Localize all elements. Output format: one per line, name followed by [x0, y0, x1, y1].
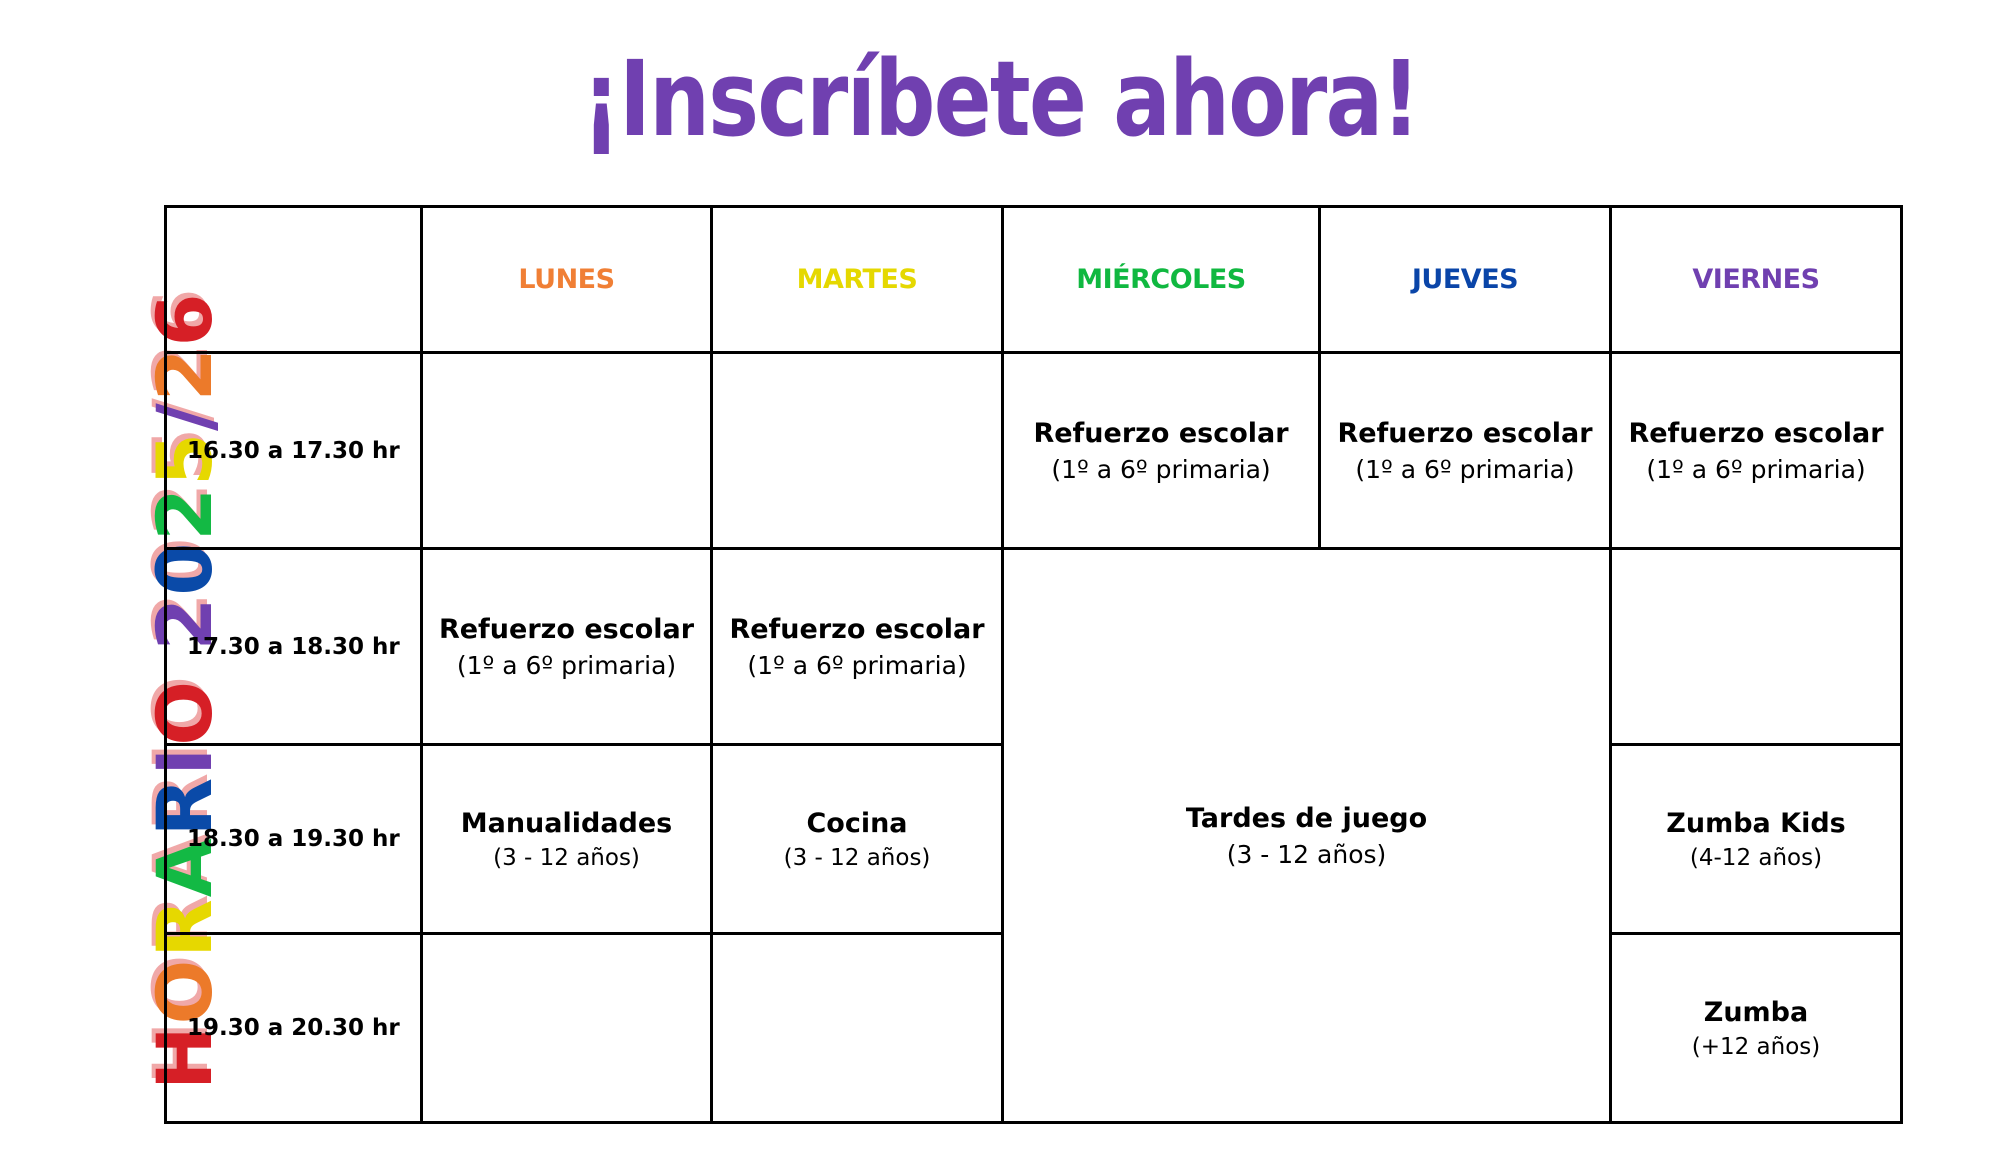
- activity-age: (1º a 6º primaria): [1355, 454, 1575, 484]
- activity-cell: [1003, 353, 1320, 549]
- activity-cell: [422, 745, 712, 934]
- schedule-table: [164, 205, 1903, 1124]
- activity-name: Refuerzo escolar: [1033, 417, 1289, 449]
- activity-name: Zumba Kids: [1666, 807, 1846, 839]
- activity-cell: [422, 549, 712, 745]
- side-label-letter: 2: [140, 485, 229, 541]
- day-header-martes: MARTES: [712, 207, 1003, 353]
- activity-name: Refuerzo escolar: [1337, 417, 1593, 449]
- activity-name: Manualidades: [460, 807, 673, 839]
- activity-cell: [1611, 934, 1902, 1123]
- side-label-letter: R: [140, 897, 229, 958]
- side-label-letter: I: [140, 745, 229, 776]
- side-label-letter: 0: [140, 540, 229, 596]
- activity-cell: [1611, 353, 1902, 549]
- side-label-letter: A: [140, 836, 229, 898]
- side-label-letter: 2: [140, 346, 229, 402]
- activity-name: Zumba: [1703, 996, 1809, 1028]
- activity-age: (1º a 6º primaria): [1646, 454, 1866, 484]
- activity-age: (4-12 años): [1689, 844, 1823, 871]
- activity-age: (1º a 6º primaria): [1051, 454, 1271, 484]
- header-row: [166, 207, 1902, 353]
- activity-age: (1º a 6º primaria): [747, 650, 967, 680]
- page-title: ¡Inscríbete ahora!: [581, 38, 1419, 160]
- activity-name: Tardes de juego: [1185, 802, 1428, 834]
- empty-cell: [422, 353, 712, 549]
- day-header-miercoles: MIÉRCOLES: [1003, 207, 1320, 353]
- time-slot: 19.30 a 20.30 hr: [166, 934, 422, 1123]
- activity-cell: [1320, 353, 1611, 549]
- activity-name: Refuerzo escolar: [729, 613, 985, 645]
- activity-age: (1º a 6º primaria): [456, 650, 677, 680]
- time-slot: 18.30 a 19.30 hr: [166, 745, 422, 934]
- day-header-jueves: JUEVES: [1320, 207, 1611, 353]
- side-label-letter: 2: [140, 595, 229, 651]
- day-header-lunes: LUNES: [422, 207, 712, 353]
- side-label-letter: R: [140, 775, 229, 837]
- activity-age: (3 - 12 años): [493, 844, 640, 871]
- activity-name: Refuerzo escolar: [438, 613, 695, 645]
- side-label-letter: /: [140, 401, 229, 431]
- activity-name: Cocina: [806, 807, 908, 839]
- side-label-letter: O: [140, 957, 229, 1025]
- activity-cell: [712, 549, 1003, 745]
- empty-cell: [1611, 549, 1902, 745]
- activity-name: Refuerzo escolar: [1628, 417, 1884, 449]
- table-row: [166, 353, 1902, 549]
- side-label-letter: O: [140, 679, 229, 746]
- side-label-letter: H: [140, 1024, 229, 1090]
- empty-cell: [712, 353, 1003, 549]
- time-slot: 17.30 a 18.30 hr: [166, 549, 422, 745]
- empty-cell: [712, 934, 1003, 1123]
- activity-age: (+12 años): [1691, 1033, 1821, 1060]
- empty-corner-cell: [166, 207, 422, 353]
- activity-age: (3 - 12 años): [783, 844, 931, 871]
- activity-cell-tardes-de-juego: [1003, 549, 1611, 1123]
- side-label-letter: 6: [140, 291, 229, 347]
- empty-cell: [422, 934, 712, 1123]
- side-label-letter: 5: [140, 430, 229, 486]
- table-row: [166, 549, 1902, 745]
- activity-cell: [1611, 745, 1902, 934]
- activity-cell: [712, 745, 1003, 934]
- day-header-viernes: VIERNES: [1611, 207, 1902, 353]
- activity-age: (3 - 12 años): [1226, 839, 1387, 869]
- time-slot: 16.30 a 17.30 hr: [166, 353, 422, 549]
